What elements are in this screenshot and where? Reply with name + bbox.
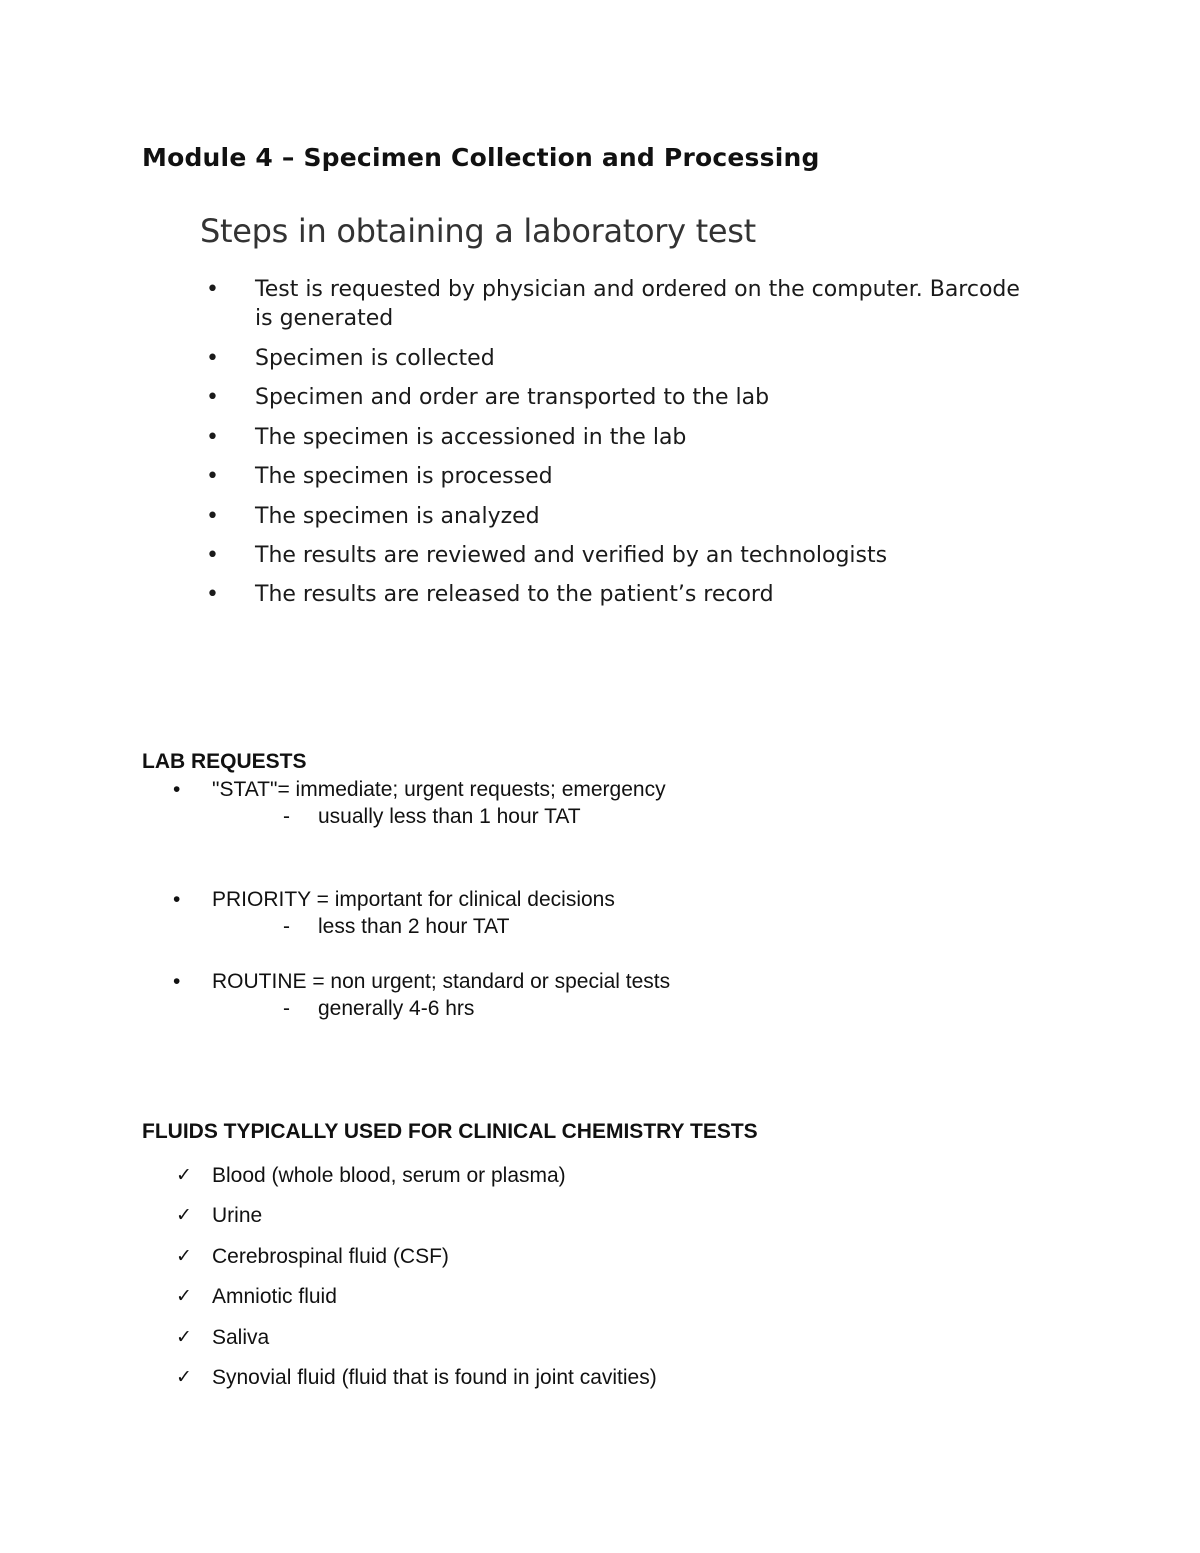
checkmark-icon: ✓ xyxy=(176,1164,192,1186)
step-text: Test is requested by physician and ordered on the computer. Barcode is generated xyxy=(255,277,1020,331)
list-item xyxy=(200,580,1040,609)
request-detail: generally 4-6 hrs xyxy=(318,997,475,1020)
list-item xyxy=(200,383,1040,412)
dash-icon: - xyxy=(283,805,290,828)
dash-icon: - xyxy=(283,915,290,938)
fluids-heading: FLUIDS TYPICALLY USED FOR CLINICAL CHEMISTRY TESTS xyxy=(142,1120,758,1143)
list-item xyxy=(176,1326,269,1350)
list-item xyxy=(200,462,1040,491)
fluid-label: Synovial fluid (fluid that is found in joint cavities) xyxy=(212,1366,657,1389)
lab-requests-heading: LAB REQUESTS xyxy=(142,750,307,773)
list-item xyxy=(283,997,474,1021)
steps-heading: Steps in obtaining a laboratory test xyxy=(200,212,756,250)
list-item xyxy=(176,1164,566,1188)
request-detail: less than 2 hour TAT xyxy=(318,915,510,938)
bullet-icon: • xyxy=(206,346,219,371)
checkmark-icon: ✓ xyxy=(176,1366,192,1388)
bullet-icon: • xyxy=(206,582,219,607)
list-item xyxy=(200,502,1040,531)
list-item xyxy=(176,1285,337,1309)
checkmark-icon: ✓ xyxy=(176,1326,192,1348)
list-item xyxy=(173,970,670,994)
step-text: Specimen and order are transported to the lab xyxy=(255,385,770,410)
bullet-icon: • xyxy=(206,504,219,529)
bullet-icon: • xyxy=(173,970,181,993)
bullet-icon: • xyxy=(206,385,219,410)
step-text: The specimen is accessioned in the lab xyxy=(255,425,687,450)
request-label: "STAT"= immediate; urgent requests; emergency xyxy=(212,778,666,801)
list-item xyxy=(200,344,1040,373)
checkmark-icon: ✓ xyxy=(176,1204,192,1226)
bullet-icon: • xyxy=(206,543,219,568)
list-item xyxy=(176,1366,657,1390)
list-item xyxy=(176,1245,449,1269)
list-item xyxy=(283,805,581,829)
bullet-icon: • xyxy=(173,888,181,911)
request-label: ROUTINE = non urgent; standard or special tests xyxy=(212,970,671,993)
step-text: The results are reviewed and verified by an technologists xyxy=(255,543,888,568)
bullet-icon: • xyxy=(206,464,219,489)
list-item xyxy=(200,541,1040,570)
bullet-icon: • xyxy=(206,425,219,450)
checkmark-icon: ✓ xyxy=(176,1285,192,1307)
dash-icon: - xyxy=(283,997,290,1020)
fluid-label: Urine xyxy=(212,1204,263,1227)
list-item xyxy=(283,915,509,939)
step-text: Specimen is collected xyxy=(255,346,495,371)
list-item xyxy=(176,1204,262,1228)
fluid-label: Blood (whole blood, serum or plasma) xyxy=(212,1164,566,1187)
list-item xyxy=(173,778,666,802)
request-label: PRIORITY = important for clinical decisions xyxy=(212,888,615,911)
fluid-label: Amniotic fluid xyxy=(212,1285,337,1308)
step-text: The specimen is processed xyxy=(255,464,553,489)
step-text: The results are released to the patient’s record xyxy=(255,582,774,607)
request-detail: usually less than 1 hour TAT xyxy=(318,805,581,828)
list-item xyxy=(173,888,615,912)
step-text: The specimen is analyzed xyxy=(255,504,540,529)
list-item xyxy=(200,275,1040,333)
bullet-icon: • xyxy=(206,277,219,302)
list-item xyxy=(200,423,1040,452)
checkmark-icon: ✓ xyxy=(176,1245,192,1267)
fluid-label: Cerebrospinal fluid (CSF) xyxy=(212,1245,449,1268)
bullet-icon: • xyxy=(173,778,181,801)
page-title: Module 4 – Specimen Collection and Processing xyxy=(142,143,820,172)
fluid-label: Saliva xyxy=(212,1326,270,1349)
